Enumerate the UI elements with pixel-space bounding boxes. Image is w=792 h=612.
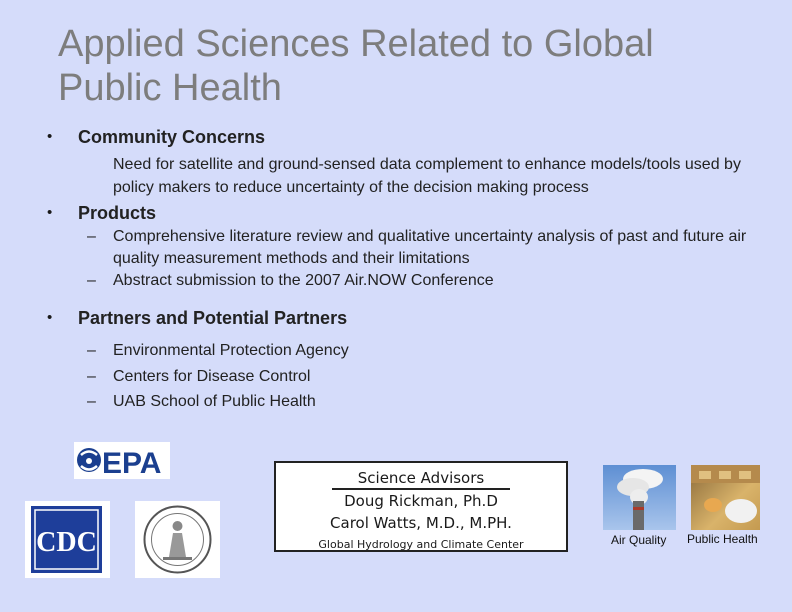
community-concerns-text: Need for satellite and ground-sensed data complement to enhance models/tools used by policy makers to reduce uncertainty of the decision making process (113, 156, 741, 196)
bullet: • (47, 204, 53, 221)
public-health-photo (691, 465, 760, 530)
products-list (87, 226, 777, 292)
advisor-name: Carol Watts, M.D., M.PH. (330, 514, 512, 532)
products-heading: Products (78, 203, 157, 223)
uab-seal-logo (135, 501, 220, 578)
list-item: – Comprehensive literature review and qualitative uncertainty analysis of past and future air quality measurement methods and their limitations (87, 226, 777, 270)
public-health-caption: Public Health (687, 532, 758, 546)
bullet: • (47, 128, 53, 145)
science-advisors-box (274, 461, 568, 552)
list-item: – Abstract submission to the 2007 Air.NOW Conference (87, 270, 777, 292)
advisor-affiliation: Global Hydrology and Climate Center (318, 538, 524, 551)
list-item: – Centers for Disease Control (87, 364, 777, 390)
svg-text:CDC: CDC (36, 527, 97, 558)
partners-heading: Partners and Potential Partners (78, 308, 348, 328)
bullet: • (47, 309, 53, 326)
partners-list (87, 338, 777, 415)
science-advisors-heading: Science Advisors (332, 469, 510, 490)
air-quality-caption: Air Quality (611, 533, 667, 547)
advisor-name: Doug Rickman, Ph.D (344, 492, 498, 510)
list-item: – Environmental Protection Agency (87, 338, 777, 364)
epa-logo (74, 442, 170, 479)
slide-title: Applied Sciences Related to Global Public Health (58, 23, 654, 109)
svg-text:EPA: EPA (102, 447, 162, 479)
cdc-logo (25, 501, 110, 578)
community-concerns-heading: Community Concerns (78, 127, 266, 147)
air-quality-photo (603, 465, 676, 530)
list-item: – UAB School of Public Health (87, 389, 777, 415)
